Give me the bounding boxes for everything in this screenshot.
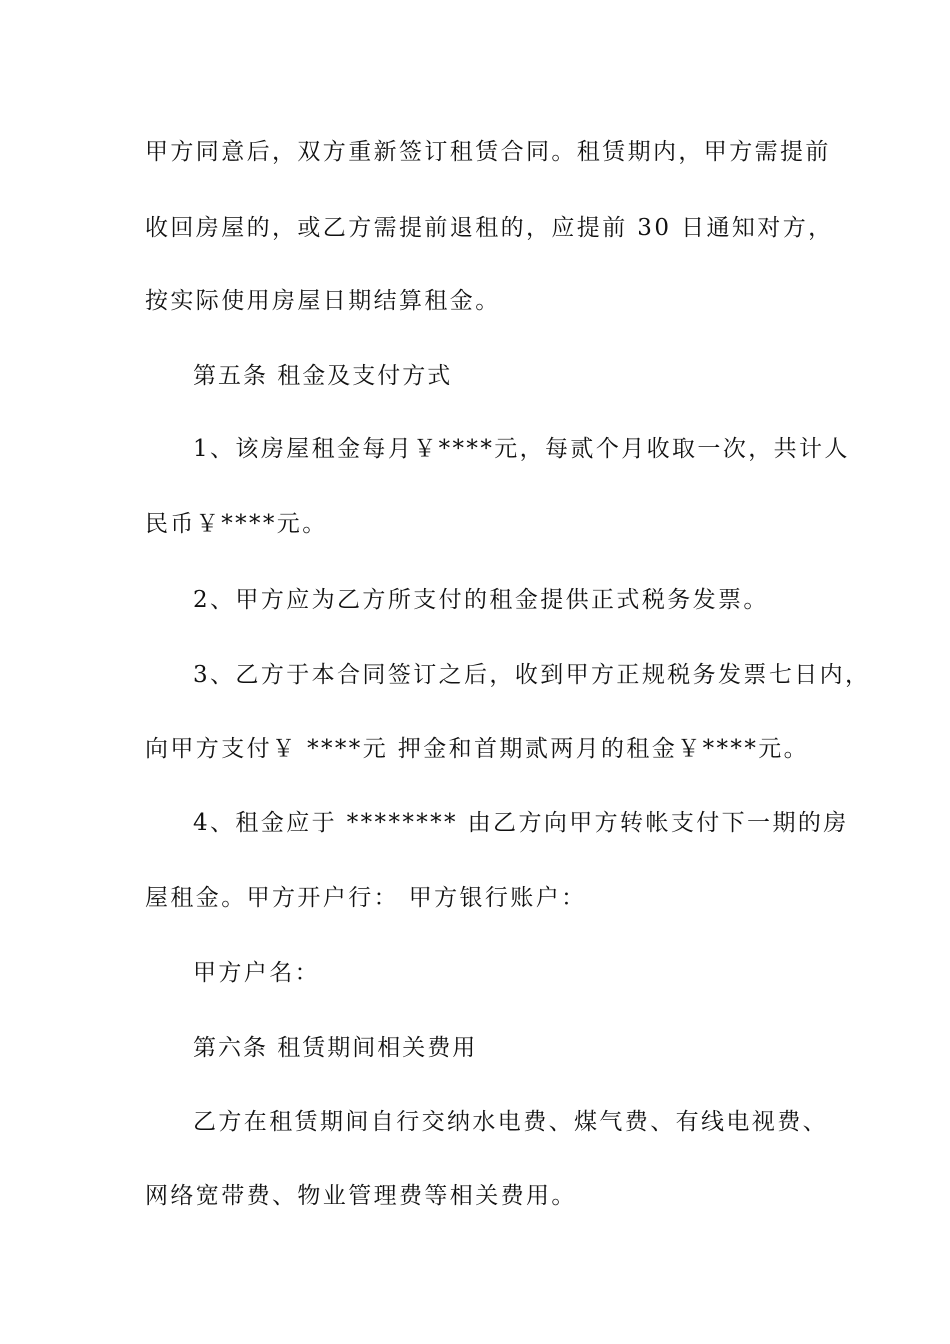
paragraph-line: 屋租金。甲方开户行： 甲方银行账户： <box>145 885 587 911</box>
paragraph-line: 向甲方支付￥ ****元 押金和首期贰两月的租金￥****元。 <box>145 736 810 762</box>
paragraph-line: 民币￥****元。 <box>145 511 328 537</box>
paragraph-line: 乙方在租赁期间自行交纳水电费、煤气费、有线电视费、 <box>193 1109 828 1135</box>
paragraph-line: 甲方户名： <box>193 960 320 986</box>
paragraph-line: 2、甲方应为乙方所支付的租金提供正式税务发票。 <box>193 587 769 613</box>
paragraph-line: 1、该房屋租金每月￥****元，每贰个月收取一次，共计人 <box>193 436 850 462</box>
section-heading-article-6: 第六条 租赁期间相关费用 <box>193 1035 478 1061</box>
section-heading-article-5: 第五条 租金及支付方式 <box>193 363 453 389</box>
paragraph-line: 按实际使用房屋日期结算租金。 <box>145 288 501 314</box>
paragraph-line: 3、乙方于本合同签订之后，收到甲方正规税务发票七日内， <box>193 662 871 688</box>
paragraph-line: 网络宽带费、物业管理费等相关费用。 <box>145 1183 577 1209</box>
paragraph-line: 收回房屋的，或乙方需提前退租的，应提前 30 日通知对方， <box>145 215 834 241</box>
paragraph-line: 4、租金应于 ******** 由乙方向甲方转帐支付下一期的房 <box>193 810 849 836</box>
paragraph-line: 甲方同意后，双方重新签订租赁合同。租赁期内，甲方需提前 <box>145 139 831 165</box>
